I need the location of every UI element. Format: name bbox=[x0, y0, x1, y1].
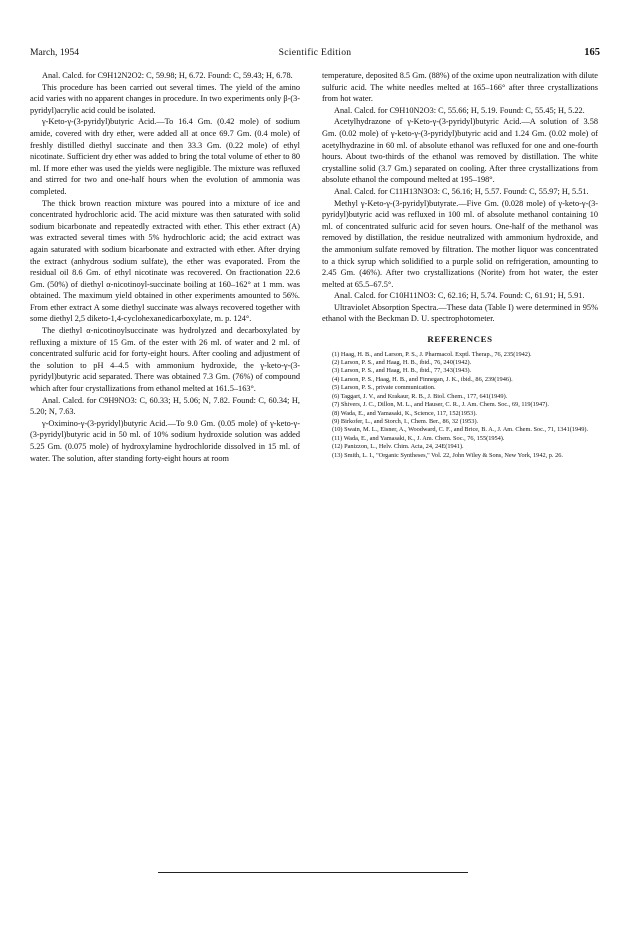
reference-item: (9) Birkofer, L., and Storch, I., Chem. Ber., 86, 32 (1953). bbox=[332, 417, 479, 425]
analysis-line: Anal. Calcd. for C9H9NO3: C, 60.33; H, 5.06; N, 7.82. Found: C, 60.34; H, 5.20; N, 7.63. bbox=[30, 395, 300, 417]
issue-date: March, 1954 bbox=[30, 47, 80, 58]
journal-name: Scientific Edition bbox=[278, 47, 352, 58]
reference-item: (12) Panizzon, L., Helv. Chim. Acta, 24, 24E(1941). bbox=[332, 443, 464, 451]
reference-item: (1) Haag, H. B., and Larson, P. S., J. Pharmacol. Exptl. Therap., 76, 235(1942). bbox=[332, 350, 532, 358]
reference-item: (7) Shivers, J. C., Dillon, M. L., and Hauser, C. R., J. Am. Chem. Soc., 69, 119(1947). bbox=[332, 401, 549, 409]
analysis-line: Anal. Calcd. for C9H10N2O3: C, 55.66; H, 5.19. Found: C, 55.45; H, 5.22. bbox=[334, 105, 585, 115]
reference-item: (6) Taggart, J. V., and Krakaur, R. B., J. Biol. Chem., 177, 641(1949). bbox=[332, 392, 508, 400]
right-column bbox=[322, 70, 598, 460]
reference-item: (5) Larson, P. S., private communication. bbox=[332, 384, 436, 392]
reference-item: (4) Larson, P. S., Haag, H. B., and Finnegan, J. K., ibid., 86, 239(1946). bbox=[332, 375, 513, 383]
reference-item: (10) Swain, M. L., Eisner, A., Woodward, C. F., and Brice, B. A., J. Am. Chem. Soc., 71, 1341(1949). bbox=[332, 426, 589, 434]
references-heading: REFERENCES bbox=[427, 334, 493, 345]
body-paragraph: γ-Oximino-γ-(3-pyridyl)butyric Acid.—To 9.0 Gm. (0.05 mole) of γ-keto-γ-(3-pyridyl)butyric acid in 50 ml. of 10% sodium hydroxide solution was added 5.25 Gm. (0.075 mole) of hydroxylamine hydrochloride dissolved in 15 ml. of water. The solution, after standing forty-eight hours at room bbox=[30, 418, 300, 463]
body-paragraph: The diethyl α-nicotinoylsuccinate was hydrolyzed and decarboxylated by refluxing a mixture of 15 Gm. of the ester with 26 ml. of water and 2 ml. of concentrated sulfuric acid for forty-eight hours. After cooling and adjustment of the solution to pH 4–4.5 with ammonium hydroxide, the γ-keto-γ-(3-pyridyl)butyric acid separated. There was obtained 7.3 Gm. (76%) of compound which after four crystallizations from ethanol melted at 161.5–163°. bbox=[30, 326, 300, 394]
analysis-line: Anal. Calcd. for C10H11NO3: C, 62.16; H, 5.74. Found: C, 61.91; H, 5.91. bbox=[334, 291, 585, 301]
left-column bbox=[30, 70, 300, 464]
analysis-line: Anal. Calcd. for C11H13N3O3: C, 56.16; H, 5.57. Found: C, 55.97; H, 5.51. bbox=[334, 186, 589, 196]
reference-item: (3) Larson, P. S., and Haag, H. B., ibid., 77, 343(1943). bbox=[332, 367, 472, 375]
body-paragraph: This procedure has been carried out several times. The yield of the amino acid varies with no apparent changes in procedure. In two experiments only β-(3-pyridyl)acrylic acid could be isolated. bbox=[30, 82, 300, 115]
body-paragraph: Ultraviolet Absorption Spectra.—These data (Table I) were determined in 95% ethanol with the Beckman D. U. spectrophotometer. bbox=[322, 302, 598, 324]
footer-divider bbox=[158, 872, 468, 873]
body-paragraph: The thick brown reaction mixture was poured into a mixture of ice and concentrated hydrochloric acid. The acid mixture was then saturated with solid sodium bicarbonate and repeatedly extracted with ether. This ether extract (A) was extracted several times with 5% hydrochloric acid; the acid extract was again saturated with sodium bicarbonate and extracted with ether. After drying the extract (anhydrous sodium sulfate), the ether was evaporated. From the residual oil 8.6 Gm. of ethyl nicotinate was recovered. On fractionation 22.6 Gm. (50%) of diethyl α-nicotinoyl-succinate boiling at 160–162° at 1 mm. was obtained. The maximum yield obtained in other experiments amounted to 56%. From ether extract A some diethyl succinate was always recovered together with some diethyl 2,5 diketo-1,4-cyclohexanedicarboxylate, m. p. 124°. bbox=[30, 198, 300, 324]
body-paragraph: Acetylhydrazone of γ-Keto-γ-(3-pyridyl)butyric Acid.—A solution of 3.58 Gm. (0.02 mole) of γ-keto-γ-(3-pyridyl)butyric acid and 1.24 Gm. (0.02 mole) of acetylhydrazine in 60 ml. of absolute ethanol was refluxed for one and one-fourth hours. About two-thirds of the ethanol was removed by distillation. The white crystalline solid (3.7 Gm.) separated on cooling. After three crystallizations from absolute ethanol the compound melted at 195–198°. bbox=[322, 117, 598, 185]
running-header bbox=[30, 47, 600, 61]
references-list bbox=[322, 351, 598, 460]
page-number: 165 bbox=[584, 47, 600, 58]
body-paragraph: temperature, deposited 8.5 Gm. (88%) of the oxime upon neutralization with dilute sulfuric acid. The white needles melted at 165–166° after three crystallizations from hot water. bbox=[322, 71, 598, 104]
analysis-line: Anal. Calcd. for C9H12N2O2: C, 59.98; H, 6.72. Found: C, 59.43; H, 6.78. bbox=[42, 71, 293, 80]
reference-item: (2) Larson, P. S., and Haag, H. B., ibid., 76, 240(1942). bbox=[332, 359, 472, 367]
reference-item: (11) Wada, E., and Yamasaki, K., J. Am. Chem. Soc., 76, 155(1954). bbox=[332, 434, 505, 442]
body-paragraph: γ-Keto-γ-(3-pyridyl)butyric Acid.—To 16.4 Gm. (0.42 mole) of sodium amide, covered with dry ether, were added all at once 69.7 Gm. (0.4 mole) of freshly distilled diethyl succinate and then 33.3 Gm. (0.22 mole) of ethyl nicotinate. Sufficient dry ether was added to bring the total volume of ether to 80 ml. If more ether was used the yields were negligible. The mixture was refluxed and stirred for two and one-half hours when the evolution of ammonia was completed. bbox=[30, 117, 300, 196]
body-paragraph: Methyl γ-Keto-γ-(3-pyridyl)butyrate.—Five Gm. (0.028 mole) of γ-keto-γ-(3-pyridyl)butyric acid was refluxed in 100 ml. of absolute methanol containing 10 ml. of concentrated sulfuric acid for seven hours. One-half of the methanol was removed by distillation, the residue neutralized with ammonium hydroxide, and the ammonium sulfate removed by filtration. The mother liquor was concentrated to a thick syrup which solidified to a purple solid on refrigeration, amounting to 2.45 Gm. (46%). After two crystallizations (Norite) from hot water, the ester melted at 65.5–67.5°. bbox=[322, 198, 598, 289]
reference-item: (8) Wada, E., and Yamasaki, K., Science, 117, 152(1953). bbox=[332, 409, 477, 417]
reference-item: (13) Smith, L. I., "Organic Syntheses," Vol. 22, John Wiley & Sons, New York, 1942, p. 26. bbox=[332, 451, 563, 459]
